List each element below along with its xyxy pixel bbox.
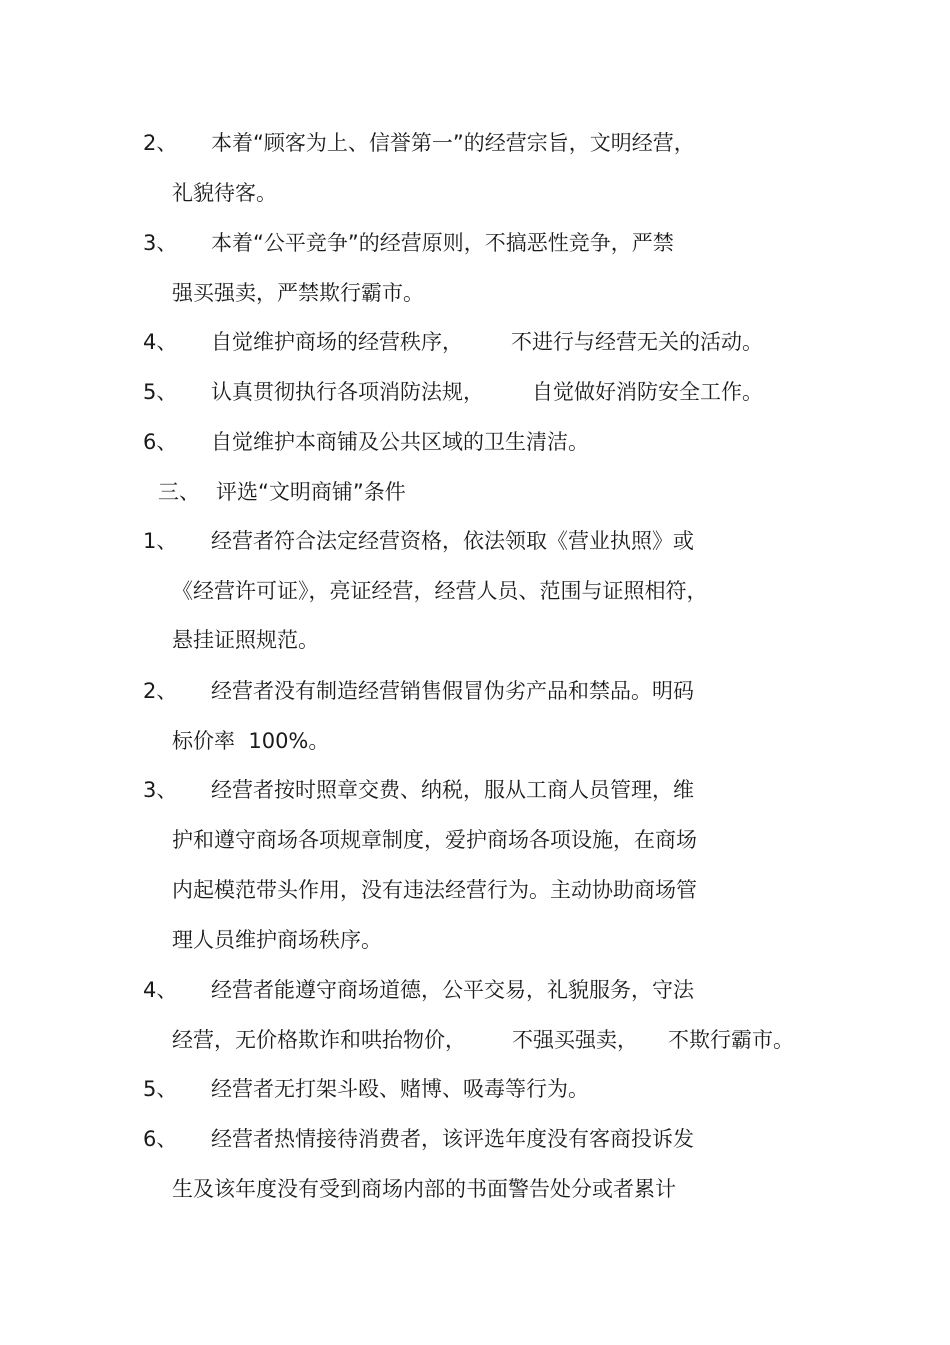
- item-text: 经营者能遵守商场道德，公平交易，礼貌服务，守法: [211, 978, 694, 1002]
- item-text-part: 自觉做好消防安全工作。: [532, 380, 763, 404]
- item-number: 5、: [143, 1077, 178, 1101]
- item-text-part: 不进行与经营无关的活动。: [511, 330, 763, 354]
- item-number: 6、: [143, 430, 178, 454]
- item-text: 内起模范带头作用，没有违法经营行为。主动协助商场管: [172, 878, 697, 902]
- item-text-part: 不欺行霸市。: [668, 1028, 794, 1052]
- item-number: 3、: [143, 778, 178, 802]
- item-text: 自觉维护本商铺及公共区域的卫生清洁。: [211, 430, 589, 454]
- item-text: 经营者符合法定经营资格，依法领取《营业执照》或: [211, 529, 694, 553]
- item-text: 经营者无打架斗殴、赌博、吸毒等行为。: [211, 1077, 589, 1101]
- item-text: 本着“顾客为上、信誉第一”的经营宗旨，文明经营，: [211, 131, 695, 155]
- item-text: [211, 372, 763, 412]
- item-text: 本着“公平竞争”的经营原则，不搞恶性竞争，严禁: [211, 231, 674, 255]
- item-text-part: 自觉维护商场的经营秩序，: [211, 330, 463, 354]
- item-number: 1、: [143, 529, 178, 553]
- item-number: 2、: [143, 131, 178, 155]
- item-text-part: 经营，无价格欺诈和哄抬物价，: [172, 1028, 466, 1052]
- item-text: 礼貌待客。: [172, 181, 277, 205]
- item-number: 4、: [143, 978, 178, 1002]
- item-number: 4、: [143, 330, 178, 354]
- item-text: 理人员维护商场秩序。: [172, 928, 382, 952]
- item-text: 经营者热情接待消费者，该评选年度没有客商投诉发: [211, 1127, 694, 1151]
- item-text: 经营者没有制造经营销售假冒伪劣产品和禁品。明码: [211, 679, 694, 703]
- item-text-part: 不强买强卖，: [512, 1028, 638, 1052]
- item-number: 2、: [143, 679, 178, 703]
- item-number: 6、: [143, 1127, 178, 1151]
- item-text-part: 认真贯彻执行各项消防法规，: [211, 380, 484, 404]
- section-title: 评选“文明商铺”条件: [216, 480, 406, 504]
- item-number: 3、: [143, 231, 178, 255]
- section-number: 三、: [158, 480, 200, 504]
- item-text: 护和遵守商场各项规章制度，爱护商场各项设施，在商场: [172, 828, 697, 852]
- item-text: 标价率 100%。: [172, 729, 330, 753]
- item-text: 强买强卖，严禁欺行霸市。: [172, 281, 424, 305]
- item-text: 经营者按时照章交费、纳税，服从工商人员管理，维: [211, 778, 694, 802]
- item-text: 生及该年度没有受到商场内部的书面警告处分或者累计: [172, 1177, 676, 1201]
- item-text: [211, 322, 763, 362]
- item-text: [172, 1020, 794, 1060]
- item-text: 悬挂证照规范。: [172, 628, 319, 652]
- item-text: 《经营许可证》，亮证经营，经营人员、范围与证照相符，: [172, 579, 708, 603]
- item-number: 5、: [143, 380, 178, 404]
